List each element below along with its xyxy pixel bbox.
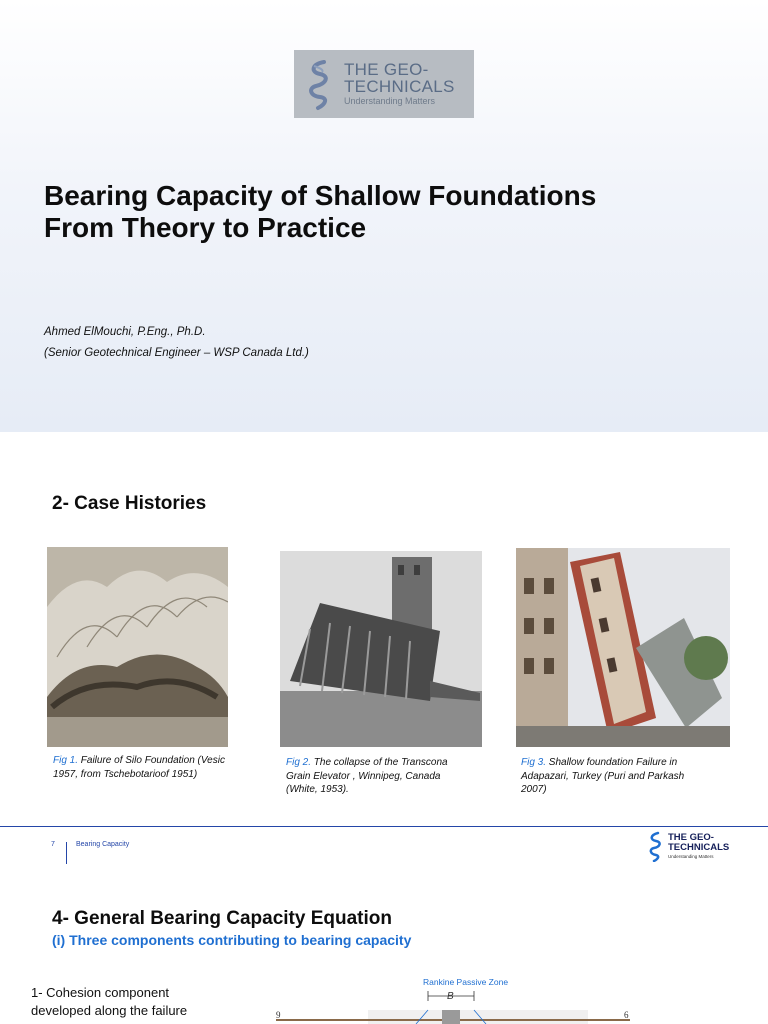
author-name: Ahmed ElMouchi, P.Eng., Ph.D. [44,326,206,338]
author-role: (Senior Geotechnical Engineer – WSP Canada Ltd.) [44,347,309,359]
fig3-caption [521,756,711,797]
transcona-elevator-photo [280,551,482,747]
footer-logo-line2: TECHNICALS [668,841,730,853]
author-block [44,322,309,364]
footer-logo [646,830,729,862]
point-9-label: 9 [276,1010,281,1020]
geotechnicals-logo [294,50,474,118]
presentation-title [44,180,734,244]
fig2-caption [286,756,466,797]
footer-logo-line1: THE GEO- [668,831,714,843]
fig1-caption [53,754,228,781]
equation-heading: 4- General Bearing Capacity Equation [52,908,392,929]
footer-logo-helix-icon [646,830,664,862]
footer-separator [66,842,67,864]
silo-failure-photo [47,547,228,747]
title-slide [0,0,768,432]
fig1-text: Failure of Silo Foundation (Vesic 1957, from Tschebotarioof 1951) [53,755,225,780]
logo-helix-icon [302,56,336,112]
rankine-zone-label: Rankine Passive Zone [423,977,509,987]
title-line-2: From Theory to Practice [44,212,367,243]
logo-tagline: Understanding Matters [344,96,436,106]
footer-divider [0,826,768,827]
case-histories-heading: 2- Case Histories [52,493,207,514]
cohesion-component-text: 1- Cohesion component developed along the failure [31,985,188,1018]
title-line-1: Bearing Capacity of Shallow Foundations [44,180,597,211]
failure-zone-diagram [268,970,638,1024]
fig2-label: Fig 2. [286,757,312,768]
adapazari-failure-photo [516,548,730,747]
logo-line1: THE GEO- [344,60,429,79]
page-number: 7 [51,841,55,848]
point-6-label: 6 [624,1010,629,1020]
width-b-label: B [447,991,454,1002]
footer-title: Bearing Capacity [76,841,130,848]
footer-logo-tagline: Understanding Matters [668,853,714,859]
fig3-text: Shallow foundation Failure in Adapazari, Turkey (Puri and Parkash 2007) [521,757,685,795]
logo-line2: TECHNICALS [344,77,455,96]
fig2-text: The collapse of the Transcona Grain Elevator , Winnipeg, Canada (White, 1953). [286,757,448,795]
fig3-label: Fig 3. [521,757,547,768]
fig1-label: Fig 1. [53,755,79,766]
equation-subheading: (i) Three components contributing to bearing capacity [52,932,412,948]
